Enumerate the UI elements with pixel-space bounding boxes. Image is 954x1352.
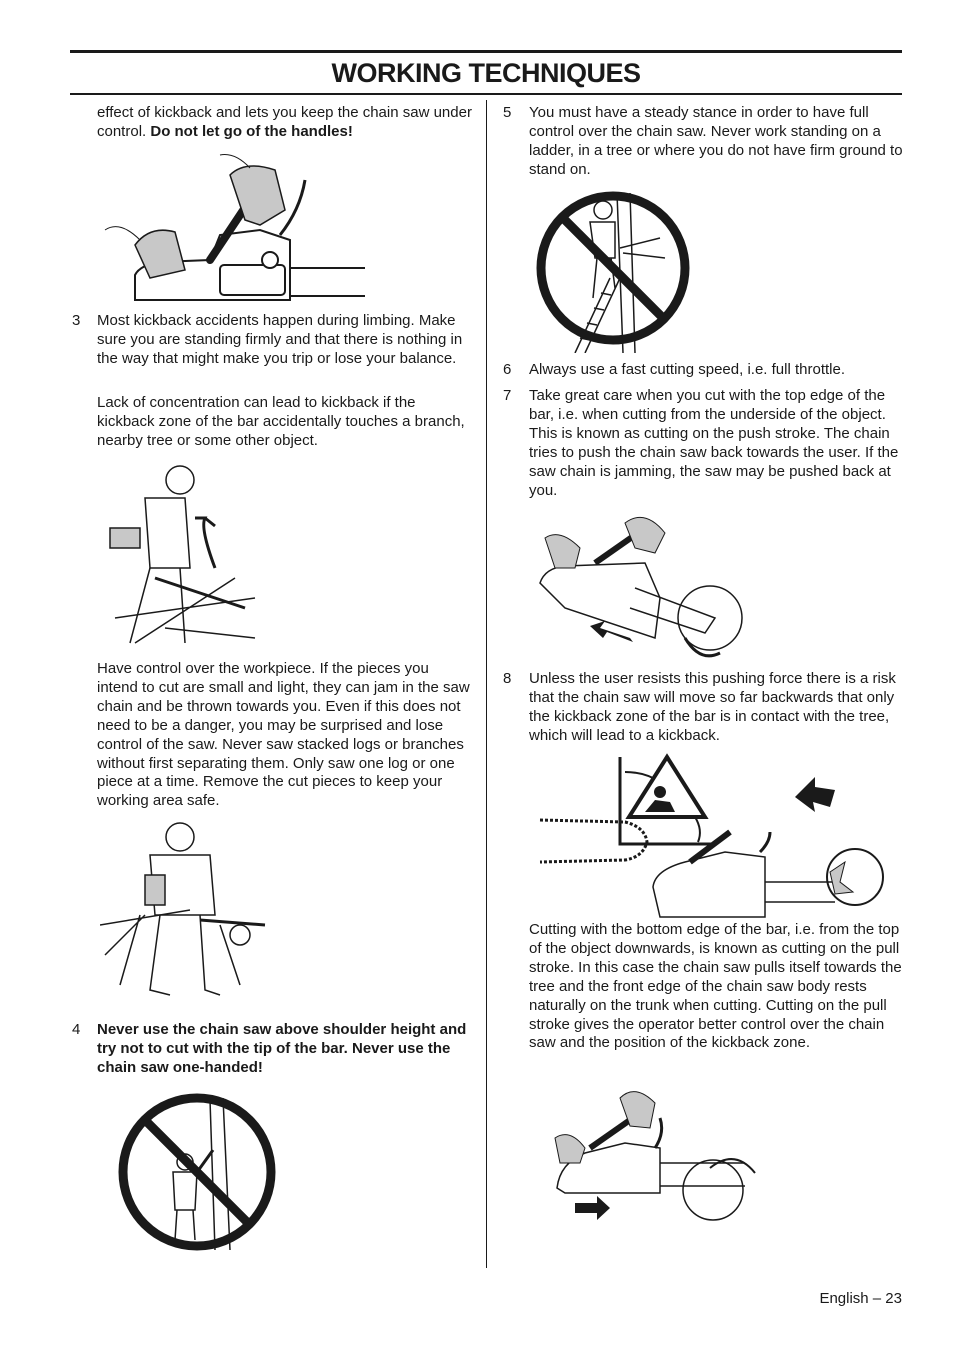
page-number-footer: English – 23 [819, 1290, 902, 1307]
item-6-text: Always use a fast cutting speed, i.e. full throttle. [529, 361, 845, 378]
item-4-number: 4 [72, 1021, 81, 1038]
item-6-number: 6 [503, 361, 512, 378]
item-3-text: Most kickback accidents happen during limbing. Make sure you are standing firmly and that there is nothing in the way that might make you trip or lose your balance. [97, 312, 463, 367]
no-cutting-above-shoulder-figure [105, 1090, 290, 1255]
item-7-text: Take great care when you cut with the top edge of the bar, i.e. when cutting from the underside of the object. This is known as cutting on the push stroke. The chain tries to push the chain saw back towards the user. If the saw chain is jamming, the saw may be pushed back at you. [529, 387, 899, 499]
gloved-hands-on-chainsaw-figure [100, 150, 370, 310]
item-8-paragraph-2: Cutting with the bottom edge of the bar, i.e. from the top of the object downwards, is known as cutting on the pull stroke. In this case the chain saw pulls itself towards the tree and the front edge of the chain saw body rests naturally on the trunk when cutting. Cutting on the pull stroke gives the operator better control over the chain saw and the position of the kickback zone. [529, 921, 902, 1052]
item-8-number: 8 [503, 670, 512, 687]
item-5-text: You must have a steady stance in order to have full control over the chain saw. Never work standing on a ladder, in a tree or where you do not have firm ground to stand on. [529, 104, 903, 178]
column-divider [486, 100, 487, 1268]
kickback-warning-figure [535, 752, 890, 920]
intro-text: effect of kickback and lets you keep the chain saw under control. [97, 104, 472, 140]
header-top-rule [70, 50, 902, 53]
intro-paragraph [97, 104, 472, 142]
limbing-kickback-figure [105, 458, 270, 653]
item-3-paragraph-2: Lack of concentration can lead to kickback if the kickback zone of the bar accidentally touches a branch, nearby tree or some other object. [97, 394, 465, 449]
no-ladder-figure [535, 188, 695, 353]
sawhorse-cutting-figure [100, 815, 280, 1010]
item-4-warning: Never use the chain saw above shoulder height and try not to cut with the tip of the bar. Never use the chain saw one-handed! [97, 1021, 467, 1076]
pull-stroke-figure [535, 1078, 760, 1223]
item-3-paragraph-3: Have control over the workpiece. If the pieces you intend to cut are small and light, they can jam in the saw chain and be thrown towards you. Even if this does not need to be a danger, you may be surprised and lose control of the saw. Never saw stacked logs or branches without first separating them. Only saw one log or one piece at a time. Remove the cut pieces to keep your working area safe. [97, 660, 470, 810]
page-title: WORKING TECHNIQUES [331, 58, 641, 88]
item-7-number: 7 [503, 387, 512, 404]
push-stroke-figure [535, 508, 745, 668]
item-8-text: Unless the user resists this pushing force there is a risk that the chain saw will move so far backwards that only the kickback zone of the bar is in contact with the tree, which will lead to a kickback. [529, 670, 896, 744]
intro-bold-warning: Do not let go of the handles! [150, 122, 353, 140]
item-5-number: 5 [503, 104, 512, 121]
header-bottom-rule [70, 93, 902, 95]
item-3-number: 3 [72, 312, 81, 329]
